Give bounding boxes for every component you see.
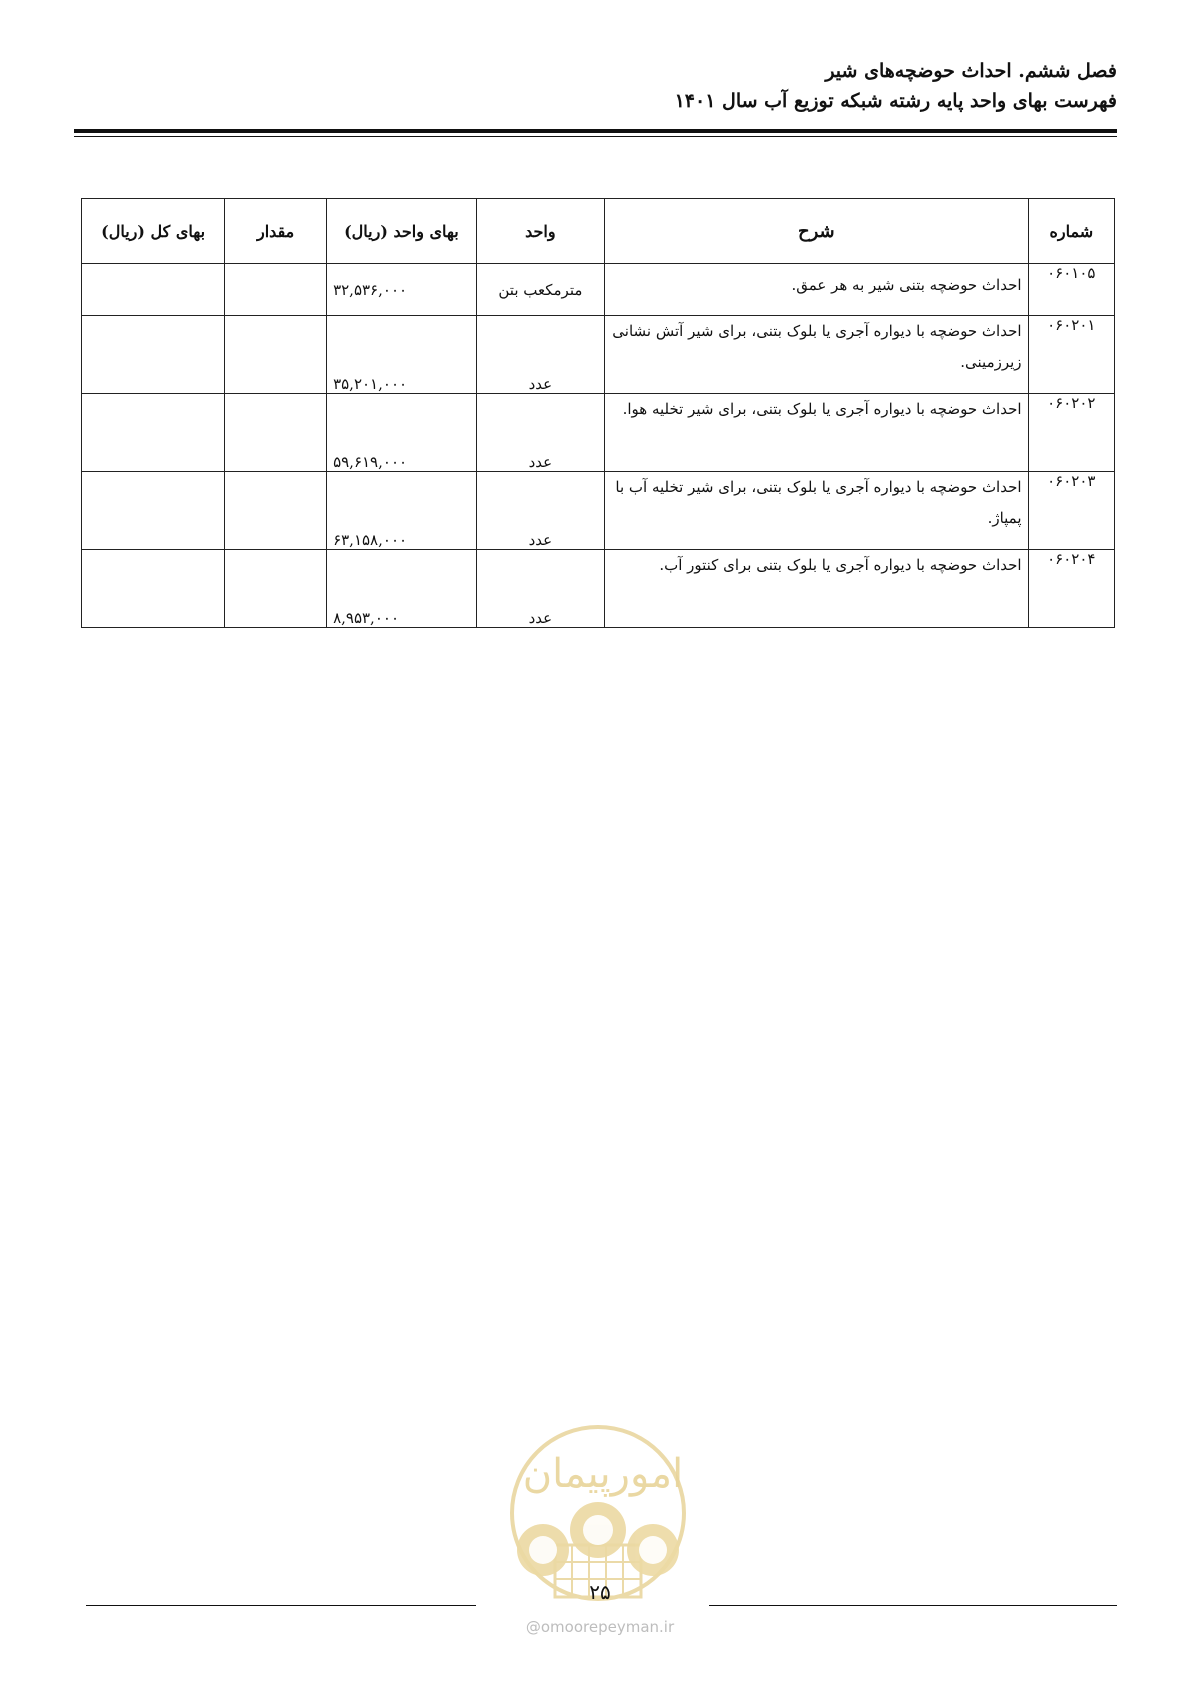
chapter-title: فصل ششم. احداث حوضچه‌های شیر (825, 60, 1117, 82)
row-description: احداث حوضچه با دیواره آجری یا بلوک بتنی، برای شیر تخلیه آب با پمپاژ. (605, 472, 1029, 550)
price-list-title: فهرست بهای واحد پایه رشته شبکه توزیع آب سال ۱۴۰۱ (674, 90, 1117, 112)
column-header-unit-price: بهای واحد (ریال) (327, 199, 477, 264)
row-description: احداث حوضچه بتنی شیر به هر عمق. (605, 264, 1029, 316)
header-rule-thick (74, 129, 1117, 133)
row-unit: عدد (476, 316, 604, 394)
row-total-price (82, 472, 225, 550)
table-row (82, 394, 1115, 472)
row-total-price (82, 550, 225, 628)
row-number: ۰۶۰۲۰۴ (1028, 550, 1114, 628)
row-unit-price: ۳۵,۲۰۱,۰۰۰ (327, 316, 477, 394)
row-total-price (82, 394, 225, 472)
row-unit: عدد (476, 550, 604, 628)
row-unit-price: ۸,۹۵۳,۰۰۰ (327, 550, 477, 628)
row-quantity (225, 550, 327, 628)
row-quantity (225, 316, 327, 394)
row-unit: عدد (476, 394, 604, 472)
watermark-site-text: @omoorepeyman.ir (525, 1618, 675, 1636)
table-row (82, 264, 1115, 316)
row-description: احداث حوضچه با دیواره آجری یا بلوک بتنی، برای شیر تخلیه هوا. (605, 394, 1029, 472)
row-unit: عدد (476, 472, 604, 550)
table-row (82, 316, 1115, 394)
row-number: ۰۶۰۲۰۲ (1028, 394, 1114, 472)
row-quantity (225, 264, 327, 316)
column-header-unit: واحد (476, 199, 604, 264)
price-table (81, 198, 1115, 628)
row-unit-price: ۶۳,۱۵۸,۰۰۰ (327, 472, 477, 550)
row-total-price (82, 316, 225, 394)
header-rule-thin (74, 136, 1117, 137)
row-total-price (82, 264, 225, 316)
row-unit-price: ۵۹,۶۱۹,۰۰۰ (327, 394, 477, 472)
row-unit: مترمکعب بتن (476, 264, 604, 316)
row-description: احداث حوضچه با دیواره آجری یا بلوک بتنی، برای شیر آتش نشانی زیرزمینی. (605, 316, 1029, 394)
watermark-logo-text: امورپیمان (522, 1451, 684, 1497)
row-unit-price: ۳۲,۵۳۶,۰۰۰ (327, 264, 477, 316)
row-number: ۰۶۰۱۰۵ (1028, 264, 1114, 316)
row-number: ۰۶۰۲۰۱ (1028, 316, 1114, 394)
table-row (82, 472, 1115, 550)
column-header-number: شماره (1028, 199, 1114, 264)
row-quantity (225, 472, 327, 550)
table-row (82, 550, 1115, 628)
page-header (74, 56, 1117, 116)
row-description: احداث حوضچه با دیواره آجری یا بلوک بتنی برای کنتور آب. (605, 550, 1029, 628)
column-header-description: شرح (605, 199, 1029, 264)
table-header-row (82, 199, 1115, 264)
footer-rule-right (709, 1605, 1117, 1606)
column-header-quantity: مقدار (225, 199, 327, 264)
footer-rule-left (86, 1605, 476, 1606)
row-number: ۰۶۰۲۰۳ (1028, 472, 1114, 550)
page-number: ۲۵ (589, 1580, 611, 1604)
row-quantity (225, 394, 327, 472)
column-header-total-price: بهای کل (ریال) (82, 199, 225, 264)
